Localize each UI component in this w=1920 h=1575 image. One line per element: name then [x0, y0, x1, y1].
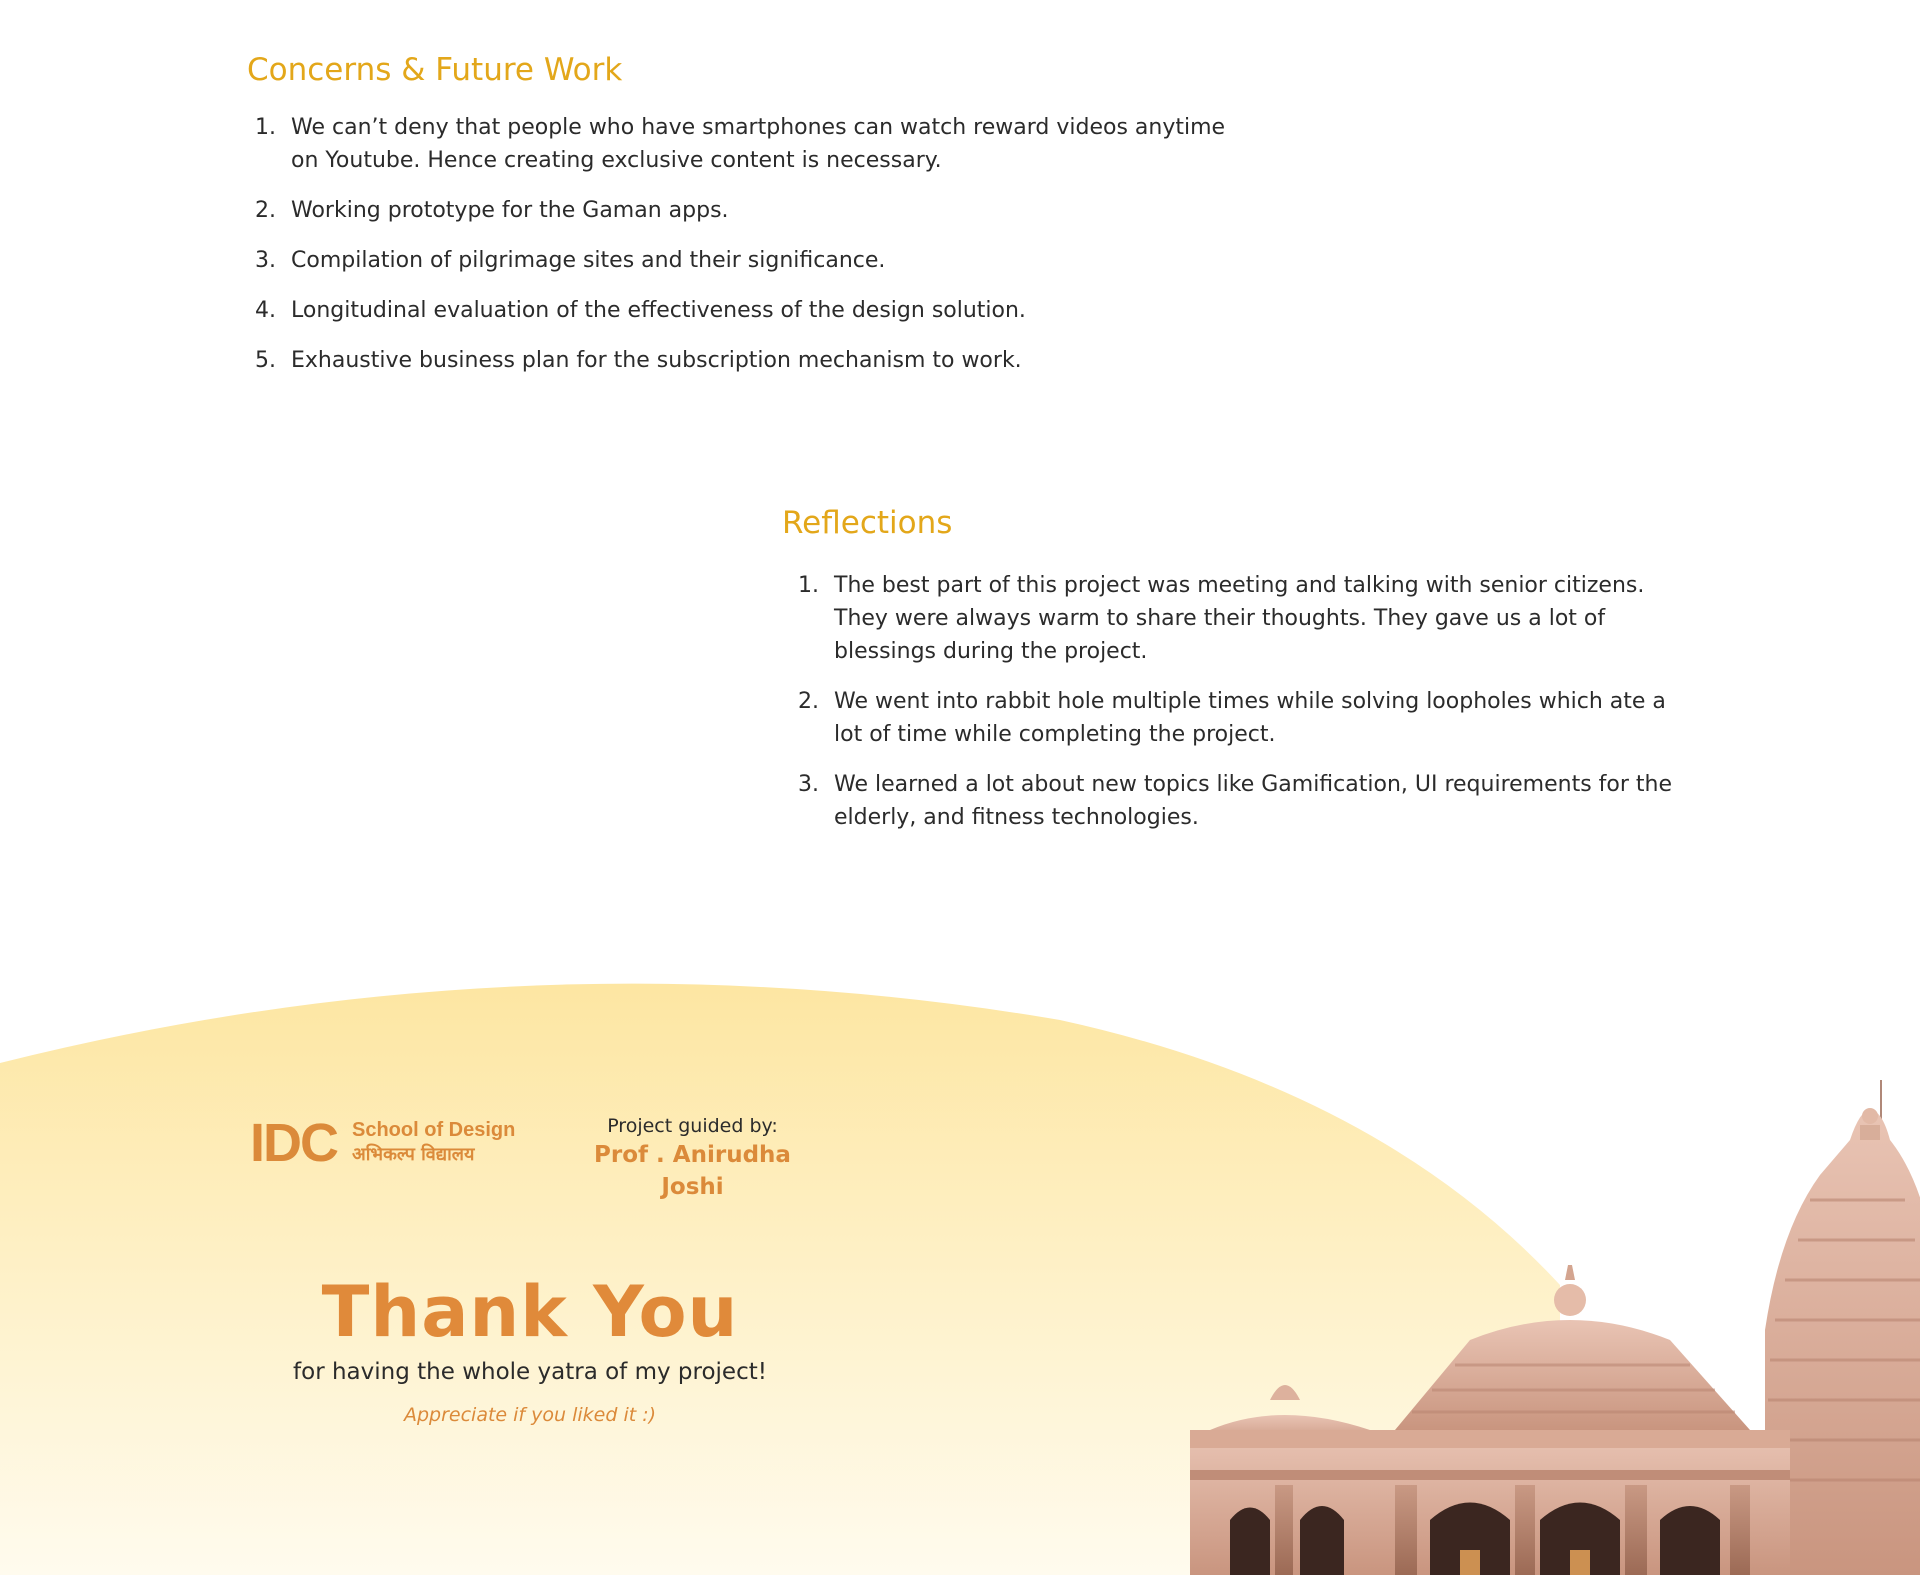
- list-text: We can’t deny that people who have smartphones can watch reward videos anytime on Youtube. Hence creating exclusive content is necessary.: [291, 115, 1226, 173]
- guide-label: Project guided by:: [607, 1115, 778, 1137]
- list-item: [798, 685, 1698, 751]
- list-item: [798, 768, 1698, 834]
- temple-illustration: [1170, 1080, 1920, 1575]
- list-number: 2.: [255, 198, 276, 223]
- list-text: We learned a lot about new topics like Gamification, UI requirements for the elderly, and fitness technologies.: [834, 772, 1673, 830]
- concerns-list: [255, 111, 1255, 394]
- guide-name: Prof . Anirudha Joshi: [594, 1142, 791, 1200]
- logo-letters: IDC: [250, 1113, 337, 1173]
- reflections-list: [798, 569, 1698, 851]
- logo-name-english: School of Design: [352, 1119, 516, 1141]
- list-number: 3.: [798, 772, 819, 797]
- list-item: [255, 111, 1255, 177]
- list-text: The best part of this project was meeting and talking with senior citizens. They were always warm to share their thoughts. They gave us a lot of blessings during the project.: [834, 573, 1645, 664]
- logo-name-hindi: अभिकल्प विद्यालय: [352, 1144, 475, 1165]
- concerns-title: Concerns & Future Work: [247, 52, 623, 88]
- thank-you-title: Thank You: [321, 1271, 739, 1353]
- list-number: 4.: [255, 298, 276, 323]
- idc-logo: [250, 1115, 520, 1171]
- list-item: [255, 344, 1255, 377]
- list-text: Longitudinal evaluation of the effectiveness of the design solution.: [291, 298, 1026, 323]
- list-item: [255, 194, 1255, 227]
- list-text: Exhaustive business plan for the subscription mechanism to work.: [291, 348, 1022, 373]
- thank-you-block: [230, 1270, 830, 1428]
- list-text: Working prototype for the Gaman apps.: [291, 198, 729, 223]
- list-number: 1.: [255, 115, 276, 140]
- thank-you-note: Appreciate if you liked it :): [403, 1404, 657, 1426]
- list-text: We went into rabbit hole multiple times while solving loopholes which ate a lot of time while completing the project.: [834, 689, 1666, 747]
- list-number: 2.: [798, 689, 819, 714]
- list-number: 1.: [798, 573, 819, 598]
- guide-block: [560, 1113, 825, 1203]
- list-item: [255, 244, 1255, 277]
- list-number: 5.: [255, 348, 276, 373]
- list-number: 3.: [255, 248, 276, 273]
- list-text: Compilation of pilgrimage sites and their significance.: [291, 248, 886, 273]
- list-item: [798, 569, 1698, 668]
- reflections-title: Reflections: [782, 505, 953, 541]
- list-item: [255, 294, 1255, 327]
- thank-you-subtitle: for having the whole yatra of my project!: [293, 1359, 767, 1385]
